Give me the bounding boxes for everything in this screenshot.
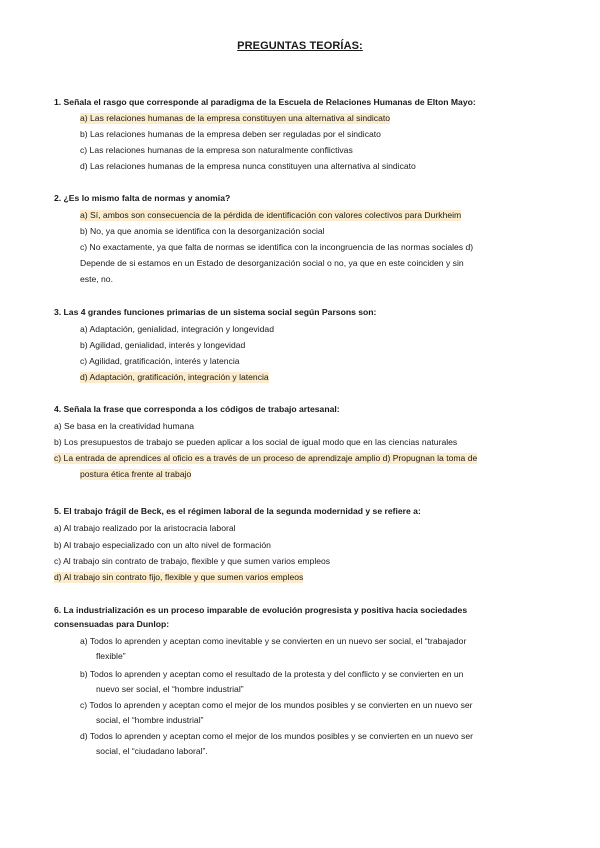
question-5-option-c: c) Al trabajo sin contrato de trabajo, flexible y que sumen varios empleos (54, 556, 331, 566)
question-2-title: 2. ¿Es lo mismo falta de normas y anomia? (54, 193, 231, 203)
question-6-option-a: a) Todos lo aprenden y aceptan como inevitable y se convierten en un nuevo ser social, el “trabajador (80, 636, 467, 646)
question-4-option-a: a) Se basa en la creatividad humana (54, 421, 194, 431)
question-1-option-b: b) Las relaciones humanas de la empresa deben ser reguladas por el sindicato (80, 129, 381, 139)
question-4-option-b: b) Los presupuestos de trabajo se pueden aplicar a los social de igual modo que en las ciencias naturales (54, 437, 458, 447)
question-3-option-d: d) Adaptación, gratificación, integración y latencia (80, 372, 269, 382)
question-2-option-c: c) No exactamente, ya que falta de normas se identifica con la incongruencia de las normas sociales d) (80, 242, 474, 252)
question-2-option-a: a) Sí, ambos son consecuencia de la pérdida de identificación con valores colectivos para Durkheim (80, 210, 462, 220)
question-1-title: 1. Señala el rasgo que corresponde al paradigma de la Escuela de Relaciones Humanas de Elton Mayo: (54, 97, 476, 107)
page-title: PREGUNTAS TEORÍAS: (237, 40, 363, 52)
question-4-option-d-cont: postura ética frente al trabajo (80, 469, 192, 479)
question-5-option-d: d) Al trabajo sin contrato fijo, flexible y que sumen varios empleos (54, 572, 304, 582)
question-4-title: 4. Señala la frase que corresponda a los códigos de trabajo artesanal: (54, 404, 340, 414)
question-6-title-line-2: consensuadas para Dunlop: (54, 619, 170, 629)
question-3-option-c: c) Agilidad, gratificación, interés y latencia (80, 356, 240, 366)
question-6-option-c-cont: social, el “hombre industrial” (96, 715, 204, 725)
question-2-option-b: b) No, ya que anomia se identifica con la desorganización social (80, 226, 325, 236)
question-6-option-d-cont: social, el “ciudadano laboral”. (96, 746, 208, 756)
question-3-option-a: a) Adaptación, genialidad, integración y longevidad (80, 324, 274, 334)
question-2-option-d-cont: este, no. (80, 274, 113, 284)
question-6-option-b-cont: nuevo ser social, el “hombre industrial” (96, 684, 244, 694)
question-1-option-d: d) Las relaciones humanas de la empresa nunca constituyen una alternativa al sindicato (80, 161, 416, 171)
question-6-title-line-1: 6. La industrialización es un proceso imparable de evolución progresista y positiva hacia sociedades (54, 605, 468, 615)
question-5-title: 5. El trabajo frágil de Beck, es el régimen laboral de la segunda modernidad y se refiere a: (54, 506, 421, 516)
question-5-option-b: b) Al trabajo especializado con un alto nivel de formación (54, 540, 271, 550)
question-5-option-a: a) Al trabajo realizado por la aristocracia laboral (54, 523, 236, 533)
question-3-title: 3. Las 4 grandes funciones primarias de un sistema social según Parsons son: (54, 307, 377, 317)
question-6-option-a-cont: flexible” (96, 651, 126, 661)
question-2-option-d: Depende de si estamos en un Estado de desorganización social o no, ya que en este coinciden y sin (80, 258, 464, 268)
question-1-option-c: c) Las relaciones humanas de la empresa son naturalmente conflictivas (80, 145, 353, 155)
question-3-option-b: b) Agilidad, genialidad, interés y longevidad (80, 340, 246, 350)
question-6-option-c: c) Todos lo aprenden y aceptan como el mejor de los mundos posibles y se convierten en un nuevo ser (80, 700, 473, 710)
question-6-option-b: b) Todos lo aprenden y aceptan como el resultado de la protesta y del conflicto y se convierten en un (80, 669, 464, 679)
question-6-option-d: d) Todos lo aprenden y aceptan como el mejor de los mundos posibles y se convierten en un nuevo ser (80, 731, 473, 741)
question-1-option-a: a) Las relaciones humanas de la empresa constituyen una alternativa al sindicato (80, 113, 391, 123)
question-4-option-c: c) La entrada de aprendices al oficio es a través de un proceso de aprendizaje amplio d) Propugnan la toma de (54, 453, 478, 463)
